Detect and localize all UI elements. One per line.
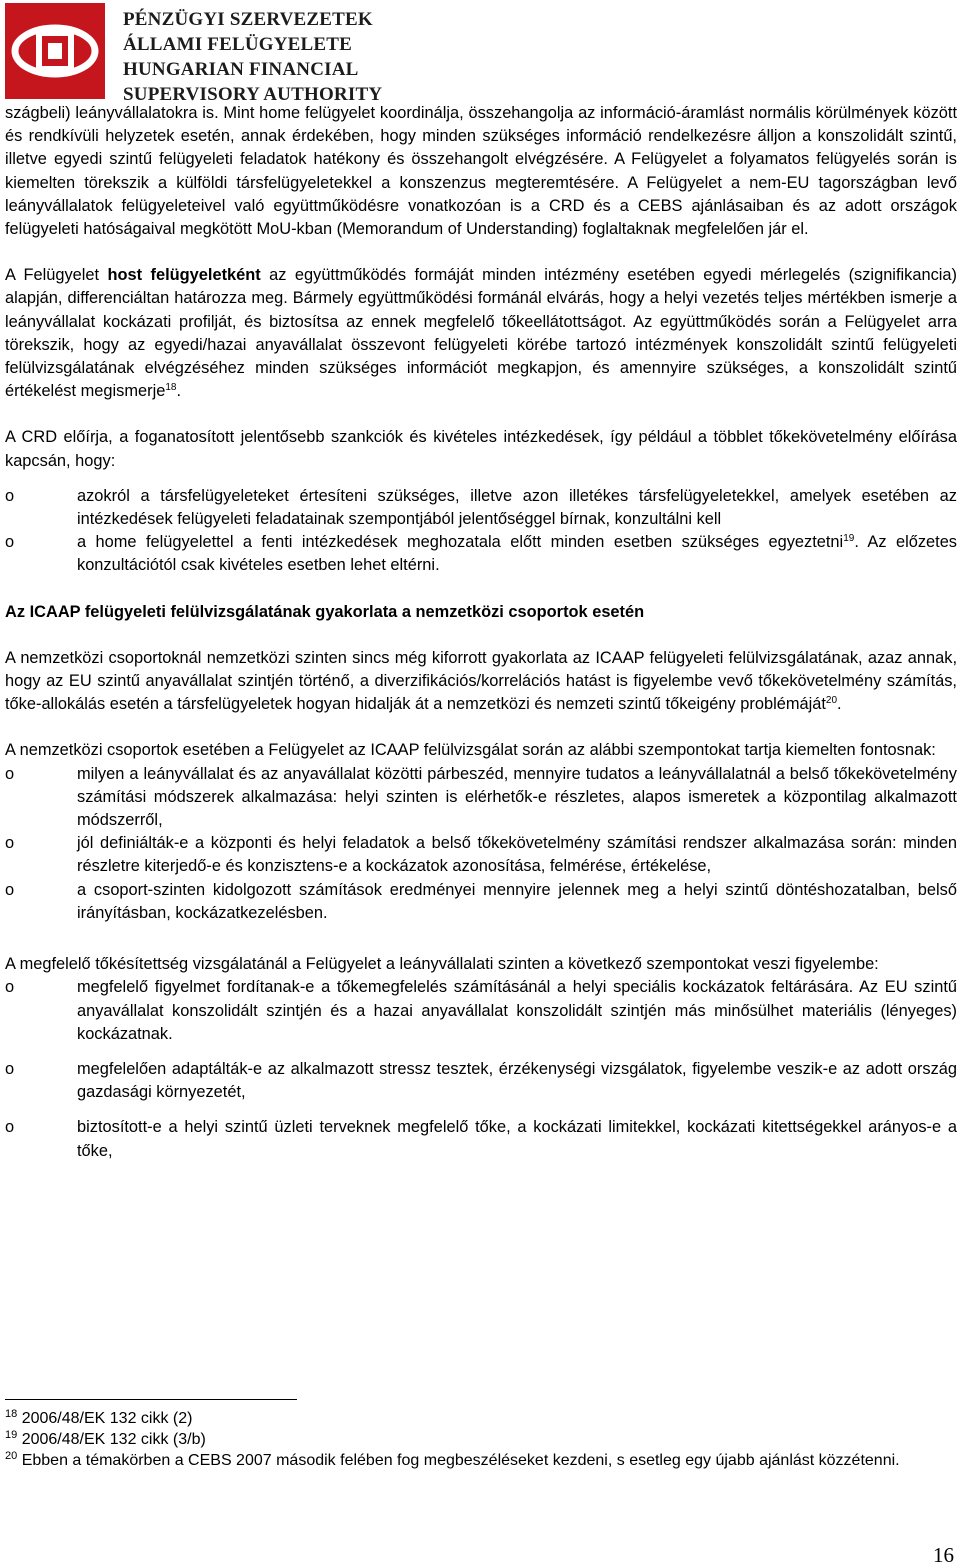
paragraph-4-text: A nemzetközi csoportoknál nemzetközi szinten sincs még kiforrott gyakorlata az ICAAP felügyeleti felülvizsgálatának, azaz annak, hogy az EU szintű anyavállalat szintjén történő, a diverzifikációs/korrelációs hatást is figyelembe vevő tőkekövetelmény számítás, tőke-allokálás esetén a társfelügyeletek hogyan hidalják át a nemzetközi és nemzeti szintű tőkeigény problémáját [5,648,957,714]
bullet-list-3 [5,976,957,1162]
bullet-marker: o [5,978,15,997]
list-item-text: a csoport-szinten kidolgozott számítások eredményei mennyire jelennek meg a helyi szintű döntéshozatalban, belső irányításban, kockázatkezelésben. [77,880,957,922]
footnote-ref: 20 [825,695,838,707]
list-item-text: azokról a társfelügyeleteket értesíteni szükséges, illetve azon illetékes társfelügyeletekkel, amelyek esetében az intézkedések felügyeleti feladatainak szempontjából jelentőséggel bírnak, konzultálni kell [77,486,957,529]
list-item [5,485,957,531]
logo-line: ÁLLAMI FELÜGYELETE [123,34,353,55]
paragraph-1: szágbeli) leányvállalatokra is. Mint home felügyelet koordinálja, összehangolja az információ-áramlást normális körülmények között és rendkívüli helyzetek esetén, annak érdekében, hogy minden szükséges információ rendelkezésre álljon a konszolidált szintű, illetve egyedi szintű felügyeleti feladatok hatékony és összehangolt elvégzésére. A Felügyelet a folyamatos felügyelés során is kiemelten törekszik a külföldi társfelügyeletekkel a konszenzus megteremtésére. A Felügyelet a nem-EU tagországban levő leányvállalatok felügyeleteivel való együttműködésre vonatkozóan is a CRD és a CEBS ajánlásaiban és az adott országok felügyeleti hatóságaival megkötött MoU-kban (Memorandum of Understanding) foglaltaknak megfelelően jár el. [5,104,957,239]
bullet-marker: o [5,764,15,783]
paragraph-2-text: . [176,382,182,401]
page-number: 16 [933,1543,954,1567]
list-item [5,1058,957,1104]
footnote-number: 20 [5,1450,18,1462]
list-item [5,976,957,1046]
list-item-text: a home felügyelettel a fenti intézkedések meghozatala előtt minden esetben szükséges egyeztetni [77,533,844,552]
emblem-icon [5,3,105,99]
authority-logo [5,3,425,105]
bullet-marker: o [5,486,15,505]
paragraph-5: A nemzetközi csoportok esetében a Felügyelet az ICAAP felülvizsgálat során az alábbi szempontokat tartja kiemelten fontosnak: [5,741,936,760]
list-item-text: biztosított-e a helyi szintű üzleti terveknek megfelelő tőke, a kockázati limitekkel, kockázati kitettségekkel arányos-e a tőke, [77,1118,957,1160]
bullet-marker: o [5,1059,15,1078]
footnote [5,1450,945,1471]
list-item-text: . Az előzetes konzultációtól csak kivételes esetben lehet eltérni. [77,533,958,575]
logo-line: SUPERVISORY AUTHORITY [123,84,383,105]
logo-line: PÉNZÜGYI SZERVEZETEK [123,9,373,30]
bullet-marker: o [5,533,15,552]
footnote-number: 18 [5,1408,18,1420]
footnotes [5,1399,945,1471]
footnote-ref: 18 [165,382,177,394]
paragraph-2-text: A Felügyelet [5,266,108,285]
list-item [5,1116,957,1162]
section-heading: Az ICAAP felügyeleti felülvizsgálatának gyakorlata a nemzetközi csoportok esetén [5,602,645,621]
document-body [5,102,957,1163]
list-item [5,531,957,577]
footnote-text: 2006/48/EK 132 cikk (3/b) [21,1431,206,1448]
list-item-text: milyen a leányvállalat és az anyavállalat közötti párbeszéd, mennyire tudatos a leányvállalatnál a belső tőkekövetelmény számítási módszerek alkalmazása: helyi szinten is elérhetők-e részletes, alapos ismeretek a központilag alkalmazott módszerről, [77,764,957,830]
bullet-marker: o [5,880,15,899]
list-item-text: megfelelően adaptálták-e az alkalmazott stressz tesztek, érzékenységi vizsgálatok, figyelembe veszik-e az adott ország gazdasági környezetét, [77,1059,957,1102]
list-item [5,832,957,878]
footnote-separator [5,1399,297,1400]
paragraph-4-text: . [837,695,842,714]
paragraph-4 [5,647,957,717]
paragraph-2-text: az együttműködés formáját minden intézmény esetében egyedi mérlegelés (szignifikancia) alapján, differenciáltan határozza meg. Bármely együttműködési formánál elvárás, hogy a helyi vezetés teljes mértékben ismerje a leányvállalat kockázati profilját, és biztosítsa az ennek megfelelő tőkeellátottságot. Az együttműködés során a Felügyelet arra törekszik, hogy az egyedi/hazai anyavállalat összevont felügyeleti körébe tartozó intézmények konszolidált szintű felügyeleti felülvizsgálatának elvégzéséhez minden szükséges információt megkapjon, és amennyire szükséges, a konszolidált szintű értékelést megismerje [5,266,957,401]
footnote-text: Ebben a témakörben a CEBS 2007 második felében fog megbeszéléseket kezdeni, s esetleg egy újabb ajánlást közzétenni. [21,1452,900,1469]
list-item [5,763,957,833]
bold-phrase: host felügyeletként [107,266,261,285]
paragraph-2 [5,264,957,403]
footnote-text: 2006/48/EK 132 cikk (2) [21,1410,193,1427]
bullet-marker: o [5,1118,15,1137]
footnote-number: 19 [5,1429,18,1441]
list-item [5,879,957,925]
footnote [5,1429,945,1450]
paragraph-6: A megfelelő tőkésítettség vizsgálatánál a Felügyelet a leányvállalati szinten a következő szempontokat veszi figyelembe: [5,955,879,974]
logo-line: HUNGARIAN FINANCIAL [123,59,359,80]
footnote-ref: 19 [843,533,855,545]
bullet-list-2 [5,763,957,925]
bullet-marker: o [5,834,15,853]
paragraph-3: A CRD előírja, a foganatosított jelentősebb szankciók és kivételes intézkedések, így például a többlet tőkekövetelmény előírása kapcsán, hogy: [5,428,957,470]
logo-emblem [5,3,105,99]
footnote [5,1408,945,1429]
list-item-text: megfelelő figyelmet fordítanak-e a tőkemegfelelés számításánál a helyi speciális kockázatok feltárására. Az EU szintű anyavállalat konszolidált szintjén és a hazai anyavállalat konszolidált szintjén más minősülhet materiális (lényeges) kockázatnak. [77,978,957,1043]
list-item-text: jól definiálták-e a központi és helyi feladatok a belső tőkekövetelmény számítási rendszer alkalmazása során: minden részletre kiterjedő-e és konzisztens-e a kockázatok azonosítása, felmérése, értékelése, [77,834,957,876]
logo-text [123,7,382,107]
bullet-list-1 [5,485,957,578]
